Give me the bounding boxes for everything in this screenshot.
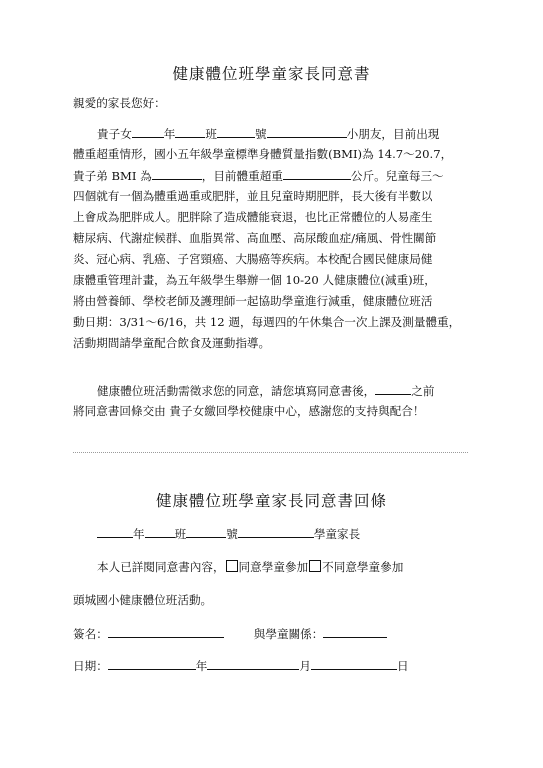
reply-number-blank[interactable] (186, 526, 226, 538)
grade-blank[interactable] (132, 126, 164, 138)
class-blank[interactable] (175, 126, 205, 138)
cut-line-divider (73, 452, 468, 453)
reply-date-row: 日期： 年 月 日 (73, 659, 409, 673)
letter-line-2: 體重超重情形，國小五年級學童標準身體質量指數(BMI)為 14.7～20.7， (73, 147, 453, 161)
letter-line-1: 貴子女 年 班 號 小朋友，目前出現 (97, 127, 440, 141)
letter-line-6: 糖尿病、代謝症候群、血脂異常、高血壓、高尿酸血症/痛風、骨性關節 (73, 231, 437, 245)
letter-line-8: 康體重管理計畫，為五年級學生舉辦一個 10-20 人健康體位(減重)班， (73, 273, 436, 287)
date-year-field[interactable] (108, 658, 196, 670)
letter-line-9: 將由營養師、學校老師及護理師一起協助學童進行減重，健康體位班活 (73, 294, 433, 308)
date-day-field[interactable] (311, 658, 397, 670)
deadline-blank[interactable] (375, 383, 411, 395)
letter-line-7: 炎、冠心病、乳癌、子宮頸癌、大腸癌等疾病。本校配合國民健康局健 (73, 252, 433, 266)
disagree-checkbox[interactable] (309, 560, 321, 572)
bmi-blank[interactable] (152, 168, 202, 180)
letter-p2-line-2: 將同意書回條交由 貴子女繳回學校健康中心，感謝您的支持與配合！ (73, 404, 425, 418)
reply-title: 健康體位班學童家長同意書回條 (155, 492, 387, 510)
salutation: 親愛的家長您好： (73, 96, 166, 110)
letter-line-11: 活動期間請學童配合飲食及運動指導。 (73, 336, 271, 350)
relationship-field[interactable] (323, 626, 387, 638)
date-month-field[interactable] (207, 658, 299, 670)
agree-checkbox[interactable] (226, 560, 238, 572)
reply-grade-blank[interactable] (97, 526, 133, 538)
letter-p2-line-1: 健康體位班活動需徵求您的同意，請您填寫同意書後， 之前 (97, 384, 435, 398)
reply-class-blank[interactable] (145, 526, 175, 538)
reply-consent-line-2: 頭城國小健康體位班活動。 (73, 593, 213, 607)
letter-title: 健康體位班學童家長同意書 (172, 65, 371, 83)
overweight-kg-blank[interactable] (283, 168, 351, 180)
student-name-blank[interactable] (267, 126, 347, 138)
reply-row-class-info: 年 班 號 學童家長 (73, 526, 473, 541)
letter-line-10: 動日期：3/31～6/16，共 12 週，每週四的午休集合一次上課及測量體重， (73, 315, 461, 329)
number-blank[interactable] (217, 126, 255, 138)
letter-line-3: 貴子弟 BMI 為 ，目前體重超重 公斤。兒童每三～ (73, 169, 444, 183)
reply-consent-line: 本人已詳閱同意書內容， 同意學童參加 不同意學童參加 (97, 560, 404, 574)
reply-student-name-blank[interactable] (238, 526, 314, 538)
letter-line-4: 四個就有一個為體重過重或肥胖，並且兒童時期肥胖，長大後有半數以 (73, 189, 433, 203)
signature-field[interactable] (108, 626, 224, 638)
letter-line-5: 上會成為肥胖成人。肥胖除了造成體能衰退，也比正常體位的人易產生 (73, 210, 433, 224)
reply-signature-row: 簽名： 與學童關係： (73, 626, 473, 641)
